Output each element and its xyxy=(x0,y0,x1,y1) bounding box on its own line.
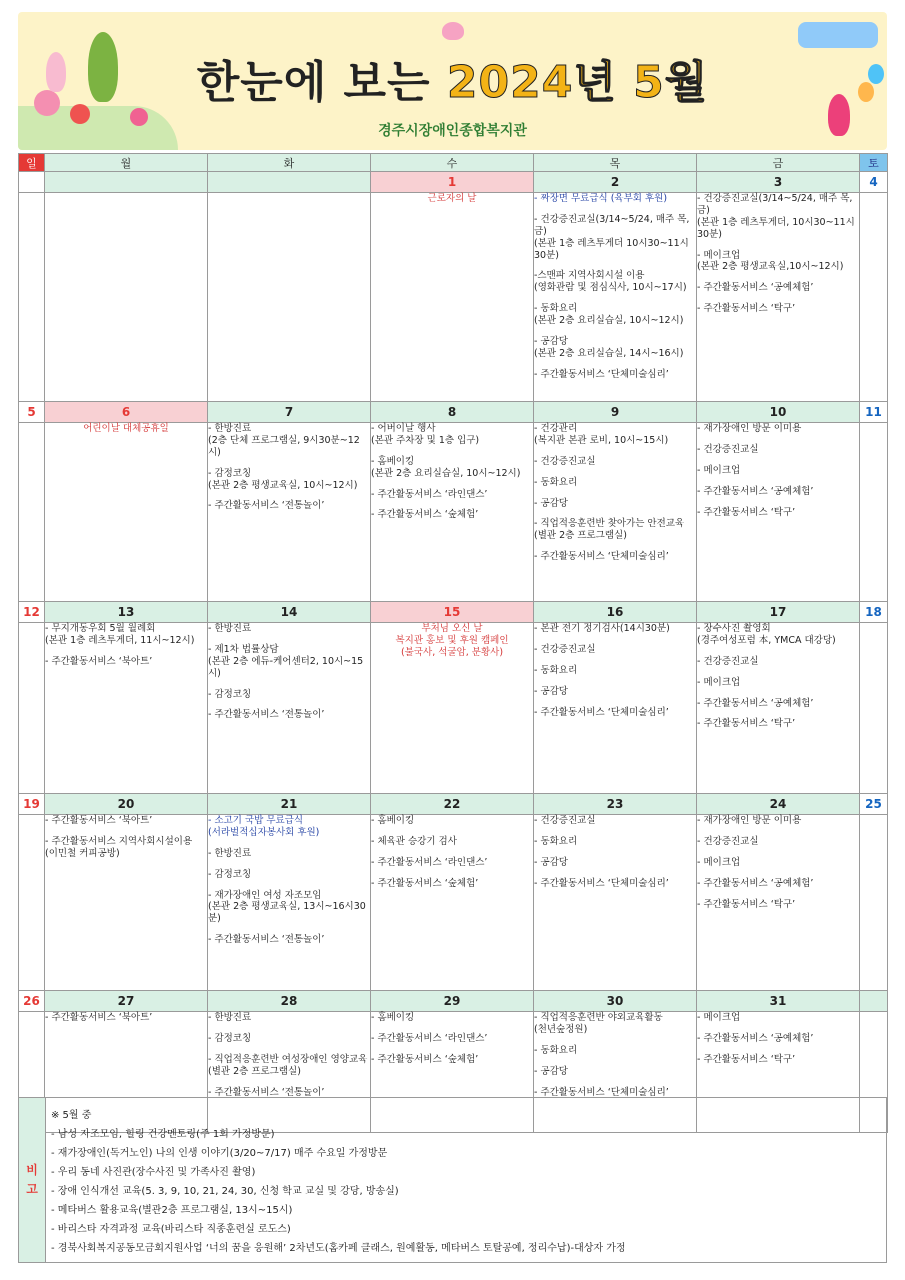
event-item: 부처님 오신 날 복지관 홍보 및 후원 캠페인 (불국사, 석굴암, 분황사) xyxy=(395,623,509,658)
monthly-calendar xyxy=(18,153,888,1133)
event-item: - 주간활동서비스 ‘전통놀이’ xyxy=(208,1086,325,1098)
events-row xyxy=(19,193,888,402)
event-item: - 주간활동서비스 ‘라인댄스’ xyxy=(371,856,488,868)
weekday-label: 월 xyxy=(45,154,208,172)
day-cell xyxy=(208,623,371,794)
event-item: - 주간활동서비스 ‘북아트’ xyxy=(45,815,153,826)
day-cell xyxy=(860,423,888,602)
day-cell xyxy=(697,193,860,402)
event-item: - 주간활동서비스 ‘단체미술심리’ xyxy=(534,706,669,718)
event-item: - 주간활동서비스 ‘전통놀이’ xyxy=(208,709,325,721)
date-number: 9 xyxy=(534,402,697,423)
note-line: - 재가장애인(독거노인) 나의 인생 이야기(3/20~7/17) 매주 수요일 가정방문 xyxy=(51,1148,388,1159)
date-number: 11 xyxy=(860,402,888,423)
date-number: 26 xyxy=(19,991,45,1012)
day-cell xyxy=(697,423,860,602)
event-item: - 공감당 (본관 2층 요리실습실, 14시~16시) xyxy=(534,335,684,359)
event-item: - 건강증진교실 xyxy=(534,643,596,655)
weekday-label: 토 xyxy=(860,154,888,172)
day-cell xyxy=(371,815,534,991)
notes-label-char: 비 xyxy=(26,1162,38,1177)
event-item: - 주간활동서비스 ‘단체미술심리’ xyxy=(534,877,669,889)
event-item: - 주간활동서비스 ‘탁구’ xyxy=(697,718,796,730)
event-item: - 주간활동서비스 ‘탁구’ xyxy=(697,898,796,910)
event-item: - 감정코칭 xyxy=(208,688,252,700)
event-item: - 공감당 xyxy=(534,1065,568,1077)
day-cell xyxy=(19,423,45,602)
event-item: - 메이크업 xyxy=(697,856,741,868)
event-item: - 체육관 승강기 검사 xyxy=(371,835,457,847)
event-item: - 주간활동서비스 ‘단체미술심리’ xyxy=(534,1086,669,1098)
date-number: 10 xyxy=(697,402,860,423)
event-item: - 공감당 xyxy=(534,856,568,868)
event-item: - 짜장면 무료급식 (육부회 후원) xyxy=(534,193,668,204)
event-item: - 재가장애인 여성 자조모임 (본관 2층 평생교육실, 13시~16시30분) xyxy=(208,889,366,925)
day-cell xyxy=(534,623,697,794)
event-item: - 한방진료 xyxy=(208,1012,252,1023)
event-item: - 무지개동우회 5월 월례회 (본관 1층 레츠투게더, 11시~12시) xyxy=(45,623,195,646)
event-item: - 주간활동서비스 ‘라인댄스’ xyxy=(371,1032,488,1044)
header-banner xyxy=(18,12,887,150)
event-item: - 감정코칭 (본관 2층 평생교육실, 10시~12시) xyxy=(208,467,358,491)
date-row xyxy=(19,402,888,423)
day-cell xyxy=(45,423,208,602)
event-item: - 주간활동서비스 ‘탁구’ xyxy=(697,506,796,518)
date-number: 25 xyxy=(860,794,888,815)
day-cell xyxy=(697,815,860,991)
event-item: -스맨파 지역사회시설 이용 (영화관람 및 점심식사, 10시~17시) xyxy=(534,270,687,294)
date-number: 30 xyxy=(534,991,697,1012)
day-cell xyxy=(697,623,860,794)
event-item: - 주간활동서비스 지역사회시설이용 (이민철 커피공방) xyxy=(45,835,193,859)
day-cell xyxy=(534,423,697,602)
day-cell xyxy=(208,815,371,991)
event-item: - 직업적응훈련반 여성장애인 영양교육 (별관 2층 프로그램실) xyxy=(208,1053,368,1077)
event-item: - 주간활동서비스 ‘공예체험’ xyxy=(697,877,814,889)
event-item: - 감정코칭 xyxy=(208,1032,252,1044)
date-number xyxy=(45,172,208,193)
event-item: - 주간활동서비스 ‘숲체험’ xyxy=(371,1053,479,1065)
event-item: 어린이날 대체공휴일 xyxy=(83,423,169,434)
day-cell xyxy=(19,193,45,402)
date-row xyxy=(19,991,888,1012)
lotus-lantern-icon xyxy=(442,22,464,40)
event-item: - 장수사진 촬영회 (경주여성포럼 本, YMCA 대강당) xyxy=(697,623,836,646)
event-item: - 메이크업 xyxy=(697,1012,741,1023)
note-line: - 남성 자조모임, 힐링 건강멘토링(주 1회 가정방문) xyxy=(51,1129,275,1140)
date-number: 15 xyxy=(371,602,534,623)
event-item: - 주간활동서비스 ‘공예체험’ xyxy=(697,1032,814,1044)
day-cell xyxy=(45,193,208,402)
weekday-header xyxy=(19,154,888,172)
date-number: 14 xyxy=(208,602,371,623)
date-number: 5 xyxy=(19,402,45,423)
event-item: - 건강증진교실(3/14~5/24, 매주 목, 금) (본관 1층 레츠투게더, 10시30~11시30분) xyxy=(697,193,855,240)
date-number xyxy=(208,172,371,193)
event-item: - 한방진료 xyxy=(208,623,252,634)
event-item: - 홈베이킹 xyxy=(371,1012,415,1023)
day-cell xyxy=(45,623,208,794)
day-cell xyxy=(208,423,371,602)
date-row xyxy=(19,602,888,623)
weekday-label: 수 xyxy=(371,154,534,172)
day-cell xyxy=(860,193,888,402)
event-item: - 주간활동서비스 ‘숲체험’ xyxy=(371,877,479,889)
date-number: 17 xyxy=(697,602,860,623)
date-number: 2 xyxy=(534,172,697,193)
day-cell xyxy=(371,623,534,794)
event-item: - 주간활동서비스 ‘라인댄스’ xyxy=(371,488,488,500)
date-number: 31 xyxy=(697,991,860,1012)
event-item: - 주간활동서비스 ‘북아트’ xyxy=(45,655,153,667)
date-number: 23 xyxy=(534,794,697,815)
event-item: - 주간활동서비스 ‘전통놀이’ xyxy=(208,500,325,512)
date-number: 29 xyxy=(371,991,534,1012)
date-row xyxy=(19,794,888,815)
date-number: 1 xyxy=(371,172,534,193)
notes-list xyxy=(51,1106,880,1258)
event-item: 근로자의 날 xyxy=(427,193,477,204)
date-number: 7 xyxy=(208,402,371,423)
date-number: 8 xyxy=(371,402,534,423)
event-item: - 홈베이킹 (본관 2층 요리실습실, 10시~12시) xyxy=(371,455,521,479)
day-cell xyxy=(19,623,45,794)
event-item: - 주간활동서비스 ‘숲체험’ xyxy=(371,509,479,521)
event-item: - 감정코칭 xyxy=(208,868,252,880)
event-item: - 건강증진교실 xyxy=(697,655,759,667)
date-number: 3 xyxy=(697,172,860,193)
date-number: 18 xyxy=(860,602,888,623)
event-item: - 한방진료 (2층 단체 프로그램실, 9시30분~12시) xyxy=(208,423,360,458)
date-number: 4 xyxy=(860,172,888,193)
train-illustration xyxy=(798,22,878,48)
event-item: - 건강증진교실 xyxy=(534,815,596,826)
day-cell xyxy=(19,815,45,991)
event-item: - 건강증진교실 xyxy=(697,443,759,455)
day-cell xyxy=(45,815,208,991)
date-number: 12 xyxy=(19,602,45,623)
date-number: 19 xyxy=(19,794,45,815)
date-number: 6 xyxy=(45,402,208,423)
event-item: - 공감당 xyxy=(534,685,568,697)
page-title: 한눈에 보는 2024년 5월 xyxy=(196,57,709,108)
event-item: - 메이크업 xyxy=(697,464,741,476)
event-item: - 동화요리 xyxy=(534,1044,578,1056)
notes-label xyxy=(19,1098,46,1262)
event-item: - 어버이날 행사 (본관 주차장 및 1층 입구) xyxy=(371,423,480,446)
date-number: 22 xyxy=(371,794,534,815)
weekday-label: 일 xyxy=(19,154,45,172)
event-item: - 주간활동서비스 ‘단체미술심리’ xyxy=(534,551,669,563)
event-item: - 본관 전기 정기검사(14시30분) xyxy=(534,623,670,634)
note-line: - 장애 인식개선 교육(5. 3, 9, 10, 21, 24, 30, 신청 학교 교실 및 강당, 방송실) xyxy=(51,1186,399,1197)
event-item: - 동화요리 (본관 2층 요리실습실, 10시~12시) xyxy=(534,303,684,326)
event-item: - 홈베이킹 xyxy=(371,815,415,826)
note-line: - 메타버스 활용교육(별관2층 프로그램실, 13시~15시) xyxy=(51,1205,293,1216)
event-item: - 주간활동서비스 ‘단체미술심리’ xyxy=(534,368,669,380)
weekday-label: 목 xyxy=(534,154,697,172)
events-row xyxy=(19,423,888,602)
event-item: - 동화요리 xyxy=(534,476,578,488)
events-row xyxy=(19,815,888,991)
event-item: - 건강증진교실(3/14~5/24, 매주 목, 금) (본관 1층 레츠투게더 10시30~11시30분) xyxy=(534,213,690,261)
weekday-label: 화 xyxy=(208,154,371,172)
day-cell xyxy=(371,423,534,602)
notes-label-char: 고 xyxy=(26,1182,38,1196)
date-number: 27 xyxy=(45,991,208,1012)
note-line: ※ 5월 중 xyxy=(51,1110,92,1121)
event-item: - 소고기 국밥 무료급식 (서라벌적십자봉사회 후원) xyxy=(208,815,320,838)
date-number: 16 xyxy=(534,602,697,623)
date-number xyxy=(860,991,888,1012)
weekday-label: 금 xyxy=(697,154,860,172)
event-item: - 건강관리 (복지관 본관 로비, 10시~15시) xyxy=(534,423,669,446)
date-number: 20 xyxy=(45,794,208,815)
day-cell xyxy=(534,815,697,991)
event-item: - 제1차 법률상담 (본관 2층 에듀-케어센터2, 10시~15시) xyxy=(208,643,364,679)
note-line: - 우리 동네 사진관(장수사진 및 가족사진 촬영) xyxy=(51,1167,256,1178)
event-item: - 직업적응훈련반 야외교육활동 (천년숲정원) xyxy=(534,1012,663,1035)
day-cell xyxy=(860,815,888,991)
event-item: - 주간활동서비스 ‘전통놀이’ xyxy=(208,934,325,946)
date-number: 21 xyxy=(208,794,371,815)
event-item: - 주간활동서비스 ‘공예체험’ xyxy=(697,282,814,294)
event-item: - 직업적응훈련반 찾아가는 안전교육 (별관 2층 프로그램실) xyxy=(534,518,685,542)
event-item: - 건강증진교실 xyxy=(697,835,759,847)
event-item: - 주간활동서비스 ‘탁구’ xyxy=(697,1053,796,1065)
notes-section xyxy=(18,1097,887,1263)
note-line: - 경북사회복지공동모금회지원사업 ‘너의 꿈을 응원해’ 2차년도(홈카페 클래스, 원예활동, 메타버스 토탈공예, 정리수납)-대상자 가정 xyxy=(51,1243,626,1254)
event-item: - 공감당 xyxy=(534,497,568,509)
date-row xyxy=(19,172,888,193)
day-cell xyxy=(534,193,697,402)
date-number: 24 xyxy=(697,794,860,815)
note-line: - 바리스타 자격과정 교육(바리스타 직종훈련실 로도스) xyxy=(51,1224,291,1235)
event-item: - 주간활동서비스 ‘탁구’ xyxy=(697,303,796,315)
event-item: - 건강증진교실 xyxy=(534,455,596,467)
event-item: - 동화요리 xyxy=(534,835,578,847)
event-item: - 메이크업 (본관 2층 평생교육실,10시~12시) xyxy=(697,249,844,273)
organization-name: 경주시장애인종합복지관 xyxy=(378,123,527,139)
event-item: - 주간활동서비스 ‘공예체험’ xyxy=(697,485,814,497)
event-item: - 주간활동서비스 ‘북아트’ xyxy=(45,1012,153,1023)
events-row xyxy=(19,623,888,794)
event-item: - 재가장애인 방문 이미용 xyxy=(697,423,802,434)
event-item: - 주간활동서비스 ‘공예체험’ xyxy=(697,697,814,709)
date-number: 28 xyxy=(208,991,371,1012)
date-number: 13 xyxy=(45,602,208,623)
event-item: - 한방진료 xyxy=(208,847,252,859)
date-number xyxy=(19,172,45,193)
day-cell xyxy=(208,193,371,402)
event-item: - 재가장애인 방문 이미용 xyxy=(697,815,802,826)
event-item: - 메이크업 xyxy=(697,676,741,688)
day-cell xyxy=(371,193,534,402)
day-cell xyxy=(860,623,888,794)
event-item: - 동화요리 xyxy=(534,664,578,676)
